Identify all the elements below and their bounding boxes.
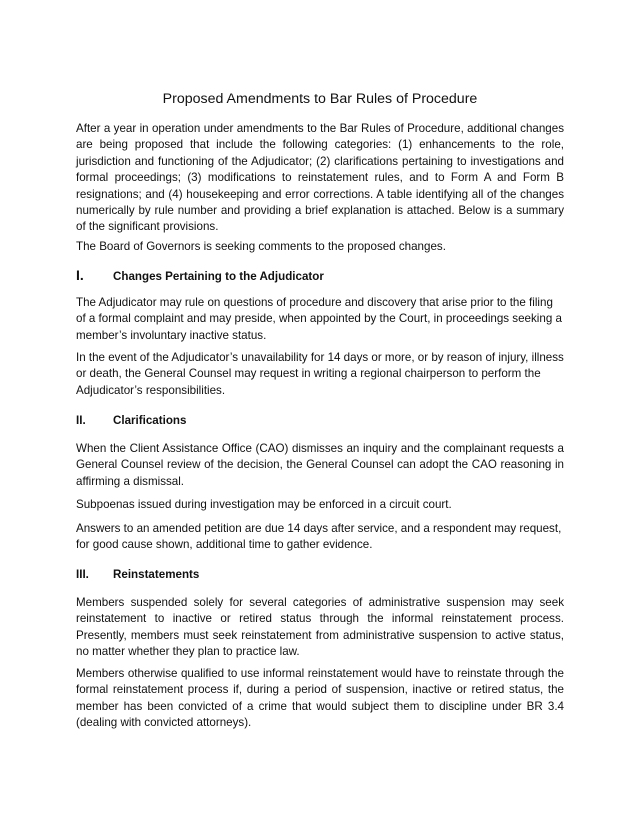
section-2-paragraph-2: Subpoenas issued during investigation may be enforced in a circuit court. [76, 498, 452, 511]
section-title-2: Clarifications [113, 414, 187, 427]
section-title-1: Changes Pertaining to the Adjudicator [113, 270, 324, 283]
section-heading-3 [76, 567, 564, 583]
section-3-paragraph-2: Members otherwise qualified to use informal reinstatement would have to reinstate through the formal reinstatement process if, during a period of suspension, inactive or retired status, the member has been convicted of a crime that would subject them to discipline under BR 3.4 (dealing with convicted attorneys). [76, 667, 564, 730]
section-title-3: Reinstatements [113, 568, 200, 581]
section-2-paragraph-1: When the Client Assistance Office (CAO) dismisses an inquiry and the complainant requests a General Counsel review of the decision, the General Counsel can adopt the CAO reasoning in affirming a dismissal. [76, 442, 564, 488]
section-number-2: II. [76, 414, 86, 427]
section-heading-1 [76, 267, 564, 285]
section-1-paragraph-1: The Adjudicator may rule on questions of procedure and discovery that arise prior to the filing of a formal complaint and may preside, when appointed by the Court, in proceedings seeking a member’s involuntary inactive status. [76, 296, 562, 342]
comments-request-paragraph: The Board of Governors is seeking comments to the proposed changes. [76, 240, 446, 253]
section-heading-2 [76, 413, 564, 429]
intro-paragraph: After a year in operation under amendments to the Bar Rules of Procedure, additional changes are being proposed that include the following categories: (1) enhancements to the role, jurisdiction and functioning of the Adjudicator; (2) clarifications pertaining to investigations and formal proceedings; (3) modifications to reinstatement rules, and to Form A and Form B resignations; and (4) housekeeping and error corrections. A table identifying all of the changes numerically by rule number and providing a brief explanation is attached. Below is a summary of the significant provisions. [76, 122, 564, 234]
section-number-1: I. [76, 267, 84, 283]
section-2-paragraph-3: Answers to an amended petition are due 14 days after service, and a respondent may request, for good cause shown, additional time to gather evidence. [76, 522, 562, 552]
document-title: Proposed Amendments to Bar Rules of Procedure [162, 91, 478, 107]
section-number-3: III. [76, 568, 89, 581]
section-3-paragraph-1: Members suspended solely for several categories of administrative suspension may seek reinstatement to inactive or retired status through the informal reinstatement process. Presently, members must seek reinstatement from administrative suspension to active status, no matter whether they plan to practice law. [76, 596, 564, 659]
section-1-paragraph-2: In the event of the Adjudicator’s unavailability for 14 days or more, or by reason of injury, illness or death, the General Counsel may request in writing a regional chairperson to perform the Adjudicator’s responsibilities. [76, 351, 564, 397]
